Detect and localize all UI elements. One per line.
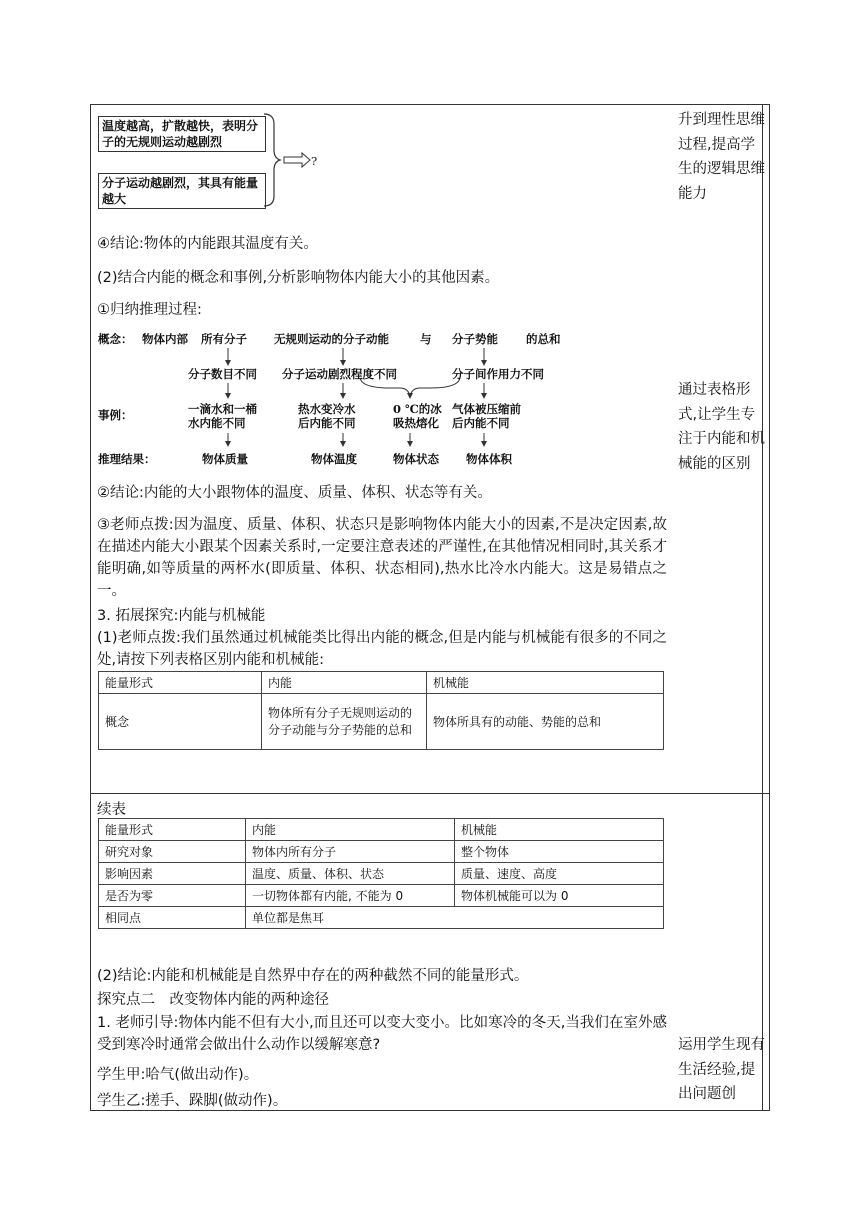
- comparison-table: [98, 671, 664, 750]
- example-4a: 气体被压缩前: [452, 402, 521, 416]
- factor-item: 分子运动剧烈程度不同: [282, 367, 397, 381]
- side-note-table: 通过表格形式,让学生专注于内能和机械能的区别: [678, 382, 765, 472]
- example-3b: 吸热熔化: [393, 416, 439, 430]
- result-item: 物体状态: [393, 452, 439, 466]
- table-cell: 物体所有分子无规则运动的分子动能与分子势能的总和: [262, 694, 427, 750]
- extension-heading: 3. 拓展探究:内能与机械能: [97, 608, 266, 624]
- table-cell: 物体机械能可以为 0: [455, 885, 664, 907]
- table-cell: 质量、速度、高度: [455, 863, 664, 885]
- table-cell: 一切物体都有内能, 不能为 0: [246, 885, 455, 907]
- student-b: 学生乙:搓手、跺脚(做动作)。: [97, 1093, 288, 1109]
- result-item: 物体质量: [202, 452, 248, 466]
- example-1b: 水内能不同: [188, 416, 246, 430]
- flow-question: ?: [311, 154, 318, 168]
- table-cell: 温度、质量、体积、状态: [246, 863, 455, 885]
- induction-heading: ①归纳推理过程:: [97, 302, 202, 318]
- table-cell: 影响因素: [99, 863, 246, 885]
- row-divider: [91, 793, 769, 794]
- factor-item: 分子数目不同: [188, 367, 257, 381]
- table-cell: 单位都是焦耳: [246, 907, 664, 929]
- conclusion-energy-forms: (2)结论:内能和机械能是自然界中存在的两种截然不同的能量形式。: [97, 968, 529, 984]
- side-note-logic: 升到理性思维过程,提高学生的逻辑思维能力: [678, 112, 765, 202]
- table-cell: 研究对象: [99, 841, 246, 863]
- table-header: 机械能: [455, 819, 664, 841]
- question-other-factors: (2)结合内能的概念和事例,分析影响物体内能大小的其他因素。: [97, 270, 500, 286]
- concept-item: 所有分子: [201, 332, 247, 346]
- table-cell: 是否为零: [99, 885, 246, 907]
- factor-item: 分子间作用力不同: [452, 367, 544, 381]
- conclusion-factors: ②结论:内能的大小跟物体的温度、质量、体积、状态等有关。: [97, 485, 492, 501]
- table-header: 能量形式: [99, 819, 246, 841]
- example-4b: 后内能不同: [452, 416, 510, 430]
- column-divider: [762, 105, 763, 1110]
- result-item: 物体体积: [466, 452, 512, 466]
- diagram-label-concept: 概念：: [98, 332, 133, 346]
- diagram-label-result: 推理结果：: [98, 452, 156, 466]
- conclusion-temperature: ④结论:物体的内能跟其温度有关。: [97, 236, 318, 252]
- example-2b: 后内能不同: [298, 416, 356, 430]
- comparison-table-continued: [98, 818, 664, 929]
- example-2a: 热水变冷水: [298, 402, 356, 416]
- continued-label: 续表: [97, 802, 126, 818]
- example-1a: 一滴水和一桶: [188, 402, 257, 416]
- flow-box-diffusion: 温度越高，扩散越快，表明分子的无规则运动越剧烈: [98, 116, 266, 152]
- table-cell: 物体所具有的动能、势能的总和: [427, 694, 664, 750]
- concept-item: 与: [420, 332, 432, 346]
- teacher-tip-compare: (1)老师点拨:我们虽然通过机械能类比得出内能的概念,但是内能与机械能有很多的不同之处,请按下列表格区别内能和机械能:: [97, 630, 667, 668]
- concept-item: 无规则运动的分子动能: [274, 332, 389, 346]
- flow-box-energy: 分子运动越剧烈，其具有能量越大: [98, 173, 266, 209]
- teacher-tip: ③老师点拨:因为温度、质量、体积、状态只是影响物体内能大小的因素,不是决定因素,故在描述内能大小跟某个因素关系时,一定要注意表述的严谨性,在其他情况相同时,其关系才能明确,如等质量的两杯水(即质量、体积、状态相同),热水比冷水内能大。这是易错点之一。: [97, 517, 667, 599]
- side-note-experience: 运用学生现有生活经验,提出问题创: [678, 1037, 765, 1102]
- concept-item: 物体内部: [142, 332, 188, 346]
- table-header: 机械能: [427, 672, 664, 694]
- table-header: 能量形式: [99, 672, 262, 694]
- teacher-guide: 1. 老师引导:物体内能不但有大小,而且还可以变大变小。比如寒冷的冬天,当我们在室外感受到寒冷时通常会做出什么动作以缓解寒意?: [97, 1015, 667, 1053]
- table-cell: 概念: [99, 694, 262, 750]
- table-header: 内能: [262, 672, 427, 694]
- student-a: 学生甲:哈气(做出动作)。: [97, 1067, 259, 1083]
- table-header: 内能: [246, 819, 455, 841]
- diagram-label-example: 事例：: [98, 408, 133, 422]
- section-heading: 探究点二 改变物体内能的两种途径: [97, 992, 329, 1008]
- table-cell: 整个物体: [455, 841, 664, 863]
- concept-item: 的总和: [526, 332, 561, 346]
- table-cell: 相同点: [99, 907, 246, 929]
- concept-item: 分子势能: [452, 332, 498, 346]
- result-item: 物体温度: [311, 452, 357, 466]
- table-cell: 物体内所有分子: [246, 841, 455, 863]
- diagram-arrows: [90, 340, 570, 455]
- example-3a: 0 ℃的冰: [393, 402, 442, 416]
